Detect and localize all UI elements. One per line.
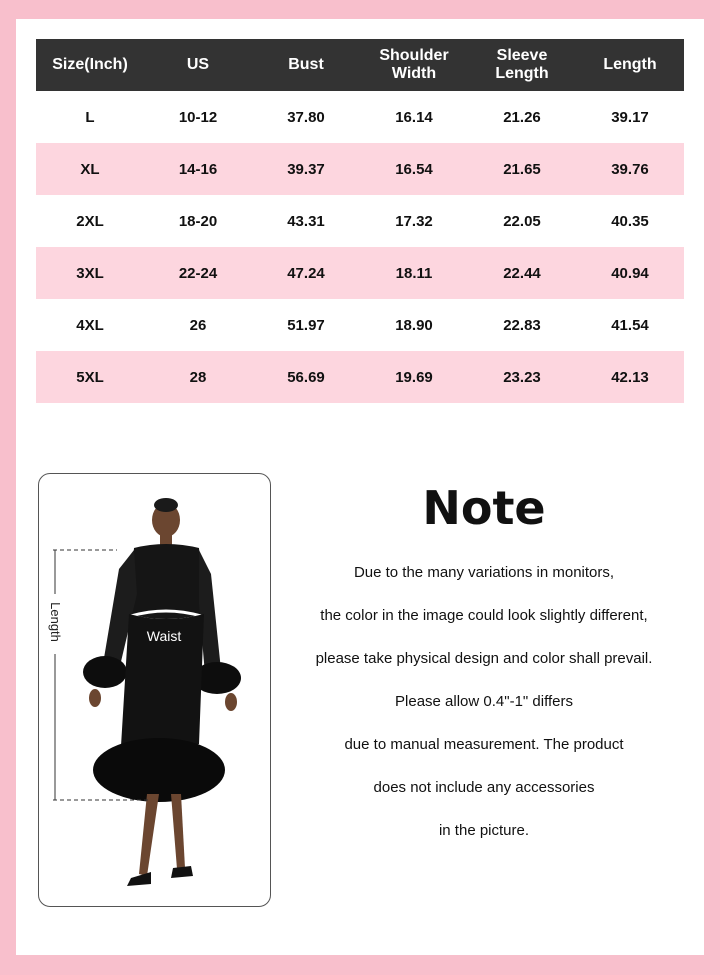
note-line: the color in the image could look slightly different, — [320, 607, 648, 624]
table-cell: 51.97 — [287, 316, 325, 334]
table-cell: 10-12 — [178, 108, 218, 126]
note-line: Due to the many variations in monitors, — [353, 564, 615, 581]
table-cell: 28 — [189, 368, 207, 386]
note-line: in the picture. — [438, 822, 530, 839]
table-row — [36, 351, 684, 403]
feather-hem — [93, 738, 225, 802]
model-hair — [154, 498, 178, 512]
header-us-label: US — [186, 56, 210, 73]
table-cell: 3XL — [76, 264, 104, 282]
table-row — [36, 299, 684, 351]
table-cell: 22.44 — [503, 264, 541, 282]
model-left-leg — [139, 794, 159, 876]
table-cell: 43.31 — [287, 212, 325, 230]
header-sleeve-label-1: Sleeve — [496, 47, 548, 64]
table-cell: 22-24 — [178, 264, 218, 282]
table-cell: L — [85, 108, 95, 126]
note-line: due to manual measurement. The product — [344, 736, 624, 753]
header-bust-label: Bust — [288, 56, 324, 73]
table-cell: XL — [80, 160, 100, 178]
table-cell: 42.13 — [611, 368, 649, 386]
table-cell: 18.11 — [395, 264, 433, 282]
table-header — [36, 39, 684, 91]
length-label: Length — [48, 602, 63, 642]
model-right-hand — [225, 693, 237, 711]
table-cell: 39.37 — [287, 160, 325, 178]
header-length — [576, 56, 684, 74]
model-left-hand — [89, 689, 101, 707]
note-line: please take physical design and color shall prevail. — [315, 650, 653, 667]
table-cell: 18-20 — [178, 212, 218, 230]
table-cell: 16.14 — [395, 108, 433, 126]
table-cell: 26 — [189, 316, 207, 334]
model-photo-card — [38, 473, 271, 907]
note-line: Please allow 0.4"-1" differs — [395, 693, 573, 710]
header-sleeve-length — [468, 47, 576, 83]
table-cell: 19.69 — [395, 368, 433, 386]
header-shoulder-width — [360, 47, 468, 83]
waist-label: Waist — [146, 628, 182, 644]
table-cell: 47.24 — [287, 264, 325, 282]
table-cell: 37.80 — [287, 108, 325, 126]
header-shoulder-label-1: Shoulder — [379, 47, 449, 64]
model-figure — [39, 474, 270, 906]
feather-cuff-left — [83, 656, 127, 688]
table-cell: 41.54 — [611, 316, 649, 334]
table-cell: 4XL — [76, 316, 104, 334]
header-bust — [252, 56, 360, 74]
table-cell: 39.17 — [611, 108, 649, 126]
table-cell: 39.76 — [611, 160, 649, 178]
table-cell: 17.32 — [395, 212, 433, 230]
note-line: does not include any accessories — [373, 779, 595, 796]
table-cell: 56.69 — [287, 368, 325, 386]
size-chart-sheet — [16, 19, 704, 955]
header-length-label: Length — [603, 56, 657, 73]
header-us — [144, 56, 252, 74]
table-cell: 2XL — [76, 212, 104, 230]
header-size-label: Size(Inch) — [52, 56, 128, 73]
table-cell: 21.65 — [503, 160, 541, 178]
table-cell: 18.90 — [395, 316, 433, 334]
table-row — [36, 195, 684, 247]
table-row — [36, 143, 684, 195]
header-shoulder-label-2: Width — [391, 65, 437, 82]
table-cell: 22.05 — [503, 212, 541, 230]
table-cell: 40.94 — [611, 264, 649, 282]
size-table — [36, 39, 684, 403]
model-right-shoe — [171, 866, 193, 878]
dress-bodice — [129, 544, 204, 619]
table-cell: 22.83 — [503, 316, 541, 334]
table-row — [36, 247, 684, 299]
table-cell: 23.23 — [503, 368, 541, 386]
table-cell: 21.26 — [503, 108, 541, 126]
model-left-shoe — [127, 872, 151, 886]
header-sleeve-label-2: Length — [495, 65, 549, 82]
model-right-leg — [171, 794, 185, 869]
table-row — [36, 91, 684, 143]
note-title: Note — [422, 481, 546, 535]
table-cell: 40.35 — [611, 212, 649, 230]
table-cell: 14-16 — [178, 160, 218, 178]
table-cell: 16.54 — [395, 160, 433, 178]
note-section — [284, 481, 684, 852]
header-size — [36, 56, 144, 74]
table-cell: 5XL — [76, 368, 104, 386]
